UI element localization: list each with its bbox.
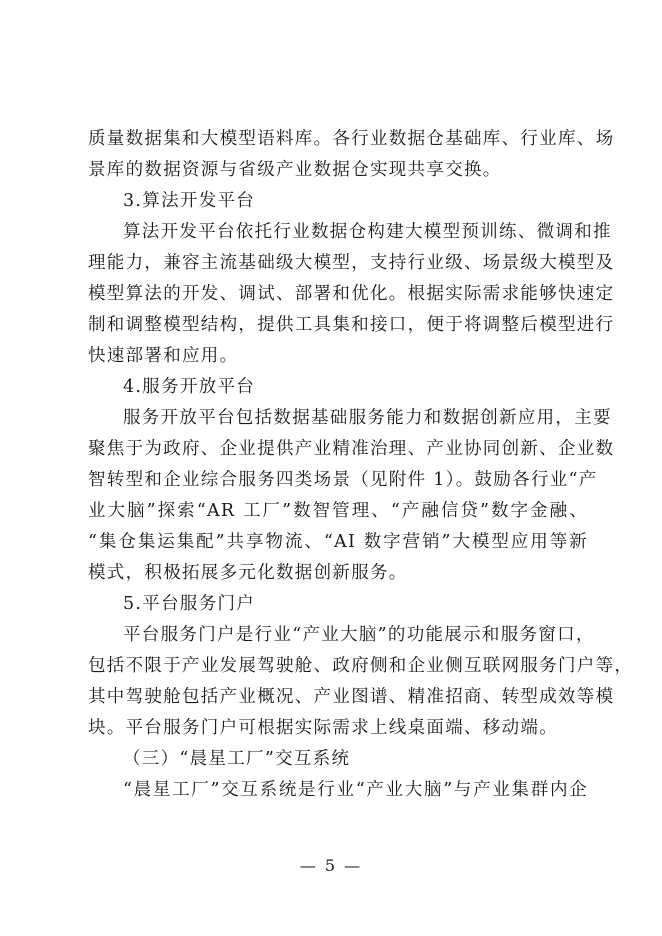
- text-line: 业大脑”探索“AR 工厂”数智管理、“产融信贷”数字金融、: [88, 501, 588, 521]
- text-line: 质量数据集和大模型语料库。各行业数据仓基础库、行业库、场: [88, 129, 615, 149]
- text-line: 其中驾驶舱包括产业概况、产业图谱、精准招商、转型成效等模: [88, 687, 615, 707]
- text-line: 模式，积极拓展多元化数据创新服务。: [88, 563, 408, 583]
- text-line: 服务开放平台包括数据基础服务能力和数据创新应用，主要: [123, 408, 612, 428]
- text-line: 快速部署和应用。: [88, 346, 239, 366]
- text-line: “晨星工厂”交互系统是行业“产业大脑”与产业集群内企: [123, 780, 588, 800]
- section-heading: 4.服务开放平台: [123, 377, 256, 397]
- page-number: — 5 —: [299, 856, 363, 875]
- text-line: 平台服务门户是行业“产业大脑”的功能展示和服务窗口，: [123, 625, 595, 645]
- text-line: 算法开发平台依托行业数据仓构建大模型预训练、微调和推: [123, 222, 612, 242]
- section-heading: （三）“晨星工厂”交互系统: [123, 749, 351, 769]
- section-heading: 3.算法开发平台: [123, 191, 256, 211]
- text-line: 景库的数据资源与省级产业数据仓实现共享交换。: [88, 160, 502, 180]
- section-heading: 5.平台服务门户: [123, 594, 256, 614]
- text-line: 制和调整模型结构，提供工具集和接口，便于将调整后模型进行: [88, 315, 615, 335]
- text-line: 模型算法的开发、调试、部署和优化。根据实际需求能够快速定: [88, 284, 615, 304]
- text-line: 理能力，兼容主流基础级大模型，支持行业级、场景级大模型及: [88, 253, 615, 273]
- text-line: “集仓集运集配”共享物流、“AI 数字营销”大模型应用等新: [88, 532, 588, 552]
- text-line: 聚焦于为政府、企业提供产业精准治理、产业协同创新、企业数: [88, 439, 615, 459]
- text-line: 包括不限于产业发展驾驶舱、政府侧和企业侧互联网服务门户等，: [88, 656, 634, 676]
- text-line: 智转型和企业综合服务四类场景（见附件 1）。鼓励各行业“产: [88, 470, 598, 490]
- body-text: [88, 124, 634, 806]
- text-line: 块。平台服务门户可根据实际需求上线桌面端、移动端。: [88, 718, 558, 738]
